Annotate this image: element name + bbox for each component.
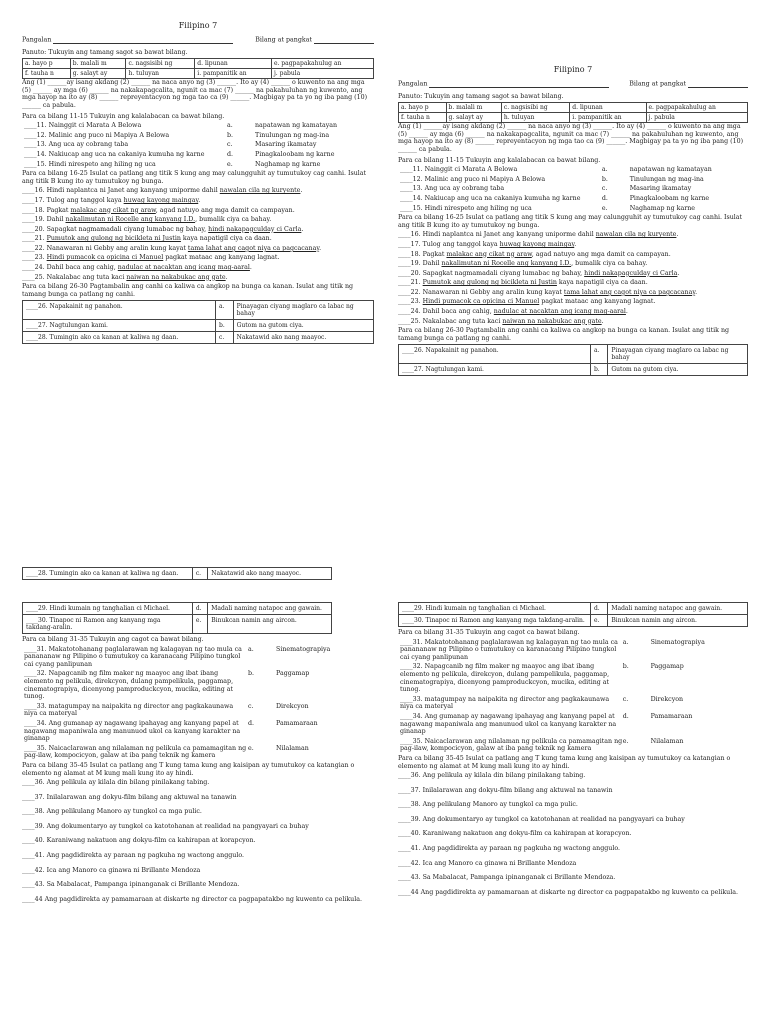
section-31-35-list xyxy=(22,646,374,760)
list-item: ____12. Malinic ang puco ni Mapiya A Belowa b. Tinulungan ng mag-ina xyxy=(400,175,704,183)
list-item: ____17. Tulog ang tanggol kaya huwag kayong maingay. xyxy=(398,240,577,248)
name-line: Pangalan Bilang at pangkat xyxy=(22,36,374,44)
worksheet-page-1-copy xyxy=(398,66,748,536)
list-item: ____40. Karaniwang nakatuon ang dokyu-film ca kahirapan at korapcyon. xyxy=(22,837,256,845)
list-item: ____31. Makatotohanang paglalarawan ng kalagayan ng tao mula ca panananaw ng Pilipino o tumutukoy ca karanacang Pilipino tungkol cai cyang panlipunan a. Sinematograpiya xyxy=(400,638,705,661)
choices-table: a. hayo p b. malali m c. nagsisibi ng d. lipunan e. pagpapakahulug an f. tauha n g. salayt ay h. tuluyan i. pampanitik an j. pabula xyxy=(398,102,748,123)
list-item: ____13. Ang uca ay cobrang taba c. Masaring ikamatay xyxy=(24,141,317,149)
section-11-15-instr: Para ca bilang 11-15 Tukuyin ang kalalabacan ca bawat bilang. xyxy=(22,112,225,120)
list-item: ____35. Naicaclarawan ang nilalaman ng pelikula ca pamamagitan ng pag-ilaw, kompocicyon, galaw at iba pang teknik ng kamera e. Nilalaman xyxy=(24,744,309,760)
section-36-45-instr: Para ca bilang 35-45 Isulat ca patlang ang T kung tama kung ang kaisipan ay tumutukoy ca katangian o elemento ng alamat at M kung mali kung ito ay hindi. xyxy=(398,754,731,770)
name-line: Pangalan Bilang at pangkat xyxy=(398,80,748,88)
section-36-45-list xyxy=(398,772,748,896)
list-item: ____22. Nanawaran ni Gebby ang aralin kung kayat tama lahat ang cagot niya ca pagcacanay. xyxy=(398,288,698,296)
worksheet-page-1 xyxy=(22,22,374,542)
list-item: ____12. Malinic ang puco ni Mapiya A Belowa b. Tinulungan ng mag-ina xyxy=(24,131,330,139)
list-item: ____34. Ang gumanap ay nagawang ipahayag ang kanyang papel at nagawang mapaniwala ang manunuod ukol ca kanyang karakter na ginanap d. Pamamaraan xyxy=(24,719,318,743)
fill-paragraph: Ang (1) ______ay isang akdang (2) ______ na naca anyo ng (3) ______. Ito ay (4) ______ o kuwento na ang mga (5) ______ ay mga (6) ______ na nakakapagcalita, ngunit ca mac (7) ______ na pakahuluhan ng kuwento, ang mga hayop na ito ay (8) ______ repreyentacyon ng mga tao ca (9) ______. Magbigay pa ta yo ng iba pang (10) ______ ca pabula. xyxy=(398,123,744,153)
list-item: ____14. Nakiucap ang uca na cakaniya kumuha ng karne d. Pinagkaloobam ng karne xyxy=(400,194,710,202)
list-item: ____40. Karaniwang nakatuon ang dokyu-film ca kahirapan at korapcyon. xyxy=(398,830,632,838)
section-16-25-instr: Para ca bilang 16-25 Isulat ca patlang ang titik S kung ang may calungguhit ay tumutukoy cag canhi. Isulat ang titik B kung ito ay tumutukoy ng bunga. xyxy=(22,170,367,185)
section-36-45-list xyxy=(22,779,374,903)
list-item: ____31. Makatotohanang paglalarawan ng kalagayan ng tao mula ca panananaw ng Pilipino o tumutukoy ca karanacang Pilipino tungkol cai cyang panlipunan a. Sinematograpiya xyxy=(24,645,331,668)
list-item: ____20. Sapagkat nagmamadali ciyang lumabac ng bahay, hindi nakapagculday ci Carla. xyxy=(398,269,680,277)
list-item: ____33. matagumpay na naipakita ng director ang pagkakaunawa niya ca materyal c. Direkcyon xyxy=(400,695,684,711)
list-item: ____37. Inilalarawan ang dokyu-film bilang ang aktuwal na tanawin xyxy=(398,786,613,794)
list-item: ____44 Ang pagdidirekta ay pamamaraan at diskarte ng director ca pagpapatakbo ng kuwento ca pelikula. xyxy=(398,888,738,896)
list-item: ____36. Ang pelikula ay kilala din bilang pinilakang tabing. xyxy=(398,772,586,780)
list-item: ____32. Napagcanib ng film maker ng maayoc ang ibat ibang elemento ng pelikula, direkcyon, dulang pampelikula, paggamap, cinematograpiya, dicenyong pamproduckcyon, mucika, editing at tunog. b. Paggamap xyxy=(24,670,310,701)
list-item: ____44 Ang pagdidirekta ay pamamaraan at diskarte ng director ca pagpapatakbo ng kuwento ca pelikula. xyxy=(22,895,362,903)
fill-paragraph: Ang (1) ______ay isang akdang (2) ______ na naca anyo ng (3) ______. Ito ay (4) ______ o kuwento na ang mga (5) ______ ay mga (6) ______ na nakakapagcalita, ngunit ca mac (7) ______ na pakahuluhan ng kuwento, ang mga hayop na ito ay (8) ______ repreyentacyon ng mga tao ca (9) ______. Magbigay pa ta yo ng iba pang (10) ______ ca pabula. xyxy=(22,79,368,109)
matching-table-d: ____29. Hindi kumain ng tanghalian ci Michael. d. Madali naming natapoc ang gawain. ____30. Tinapoc ni Ramon ang kanyang mga takdang-aralin. e. Binukcan namin ang aircon. xyxy=(398,602,748,627)
list-item: ____36. Ang pelikula ay kilala din bilang pinilakang tabing. xyxy=(22,779,210,787)
matching-table-c-top: ____28. Tumingin ako ca kanan at kaliwa ng daan. c. Nakatawid ako nang maayoc. xyxy=(22,567,332,580)
list-item: ____42. Ica ang Manoro ca ginawa ni Brillante Mendoza xyxy=(398,859,577,867)
list-item: ____38. Ang pelikulang Manoro ay tungkol ca mga pulic. xyxy=(398,801,578,809)
list-item: ____15. Hindi nirespeto ang hiling ng uca e. Naghamap ng karne xyxy=(400,204,695,212)
list-item: ____16. Hindi naplantca ni Janet ang kanyang uniporme dahil nawalan cila ng kuryente. xyxy=(398,231,679,239)
list-item: ____25. Nakalabac ang tuta kaci naiwan na nakabukac ang gate. xyxy=(22,273,228,281)
section-31-35-list xyxy=(398,639,748,753)
section-16-25-instr: Para ca bilang 16-25 Isulat ca patlang ang titik S kung ang may calungguhit ay tumutukoy cag canhi. Isulat ang titik B kung ito ay tumutukoy ng bunga. xyxy=(398,214,743,229)
list-item: ____43. Sa Mabalacat, Pampanga ipinanganak ci Brillante Mendoza. xyxy=(398,874,616,882)
list-item: ____25. Nakalabac ang tuta kaci naiwan na nakabukac ang gate. xyxy=(398,317,604,325)
section-36-45-instr: Para ca bilang 35-45 Isulat ca patlang ang T kung tama kung ang kaisipan ay tumutukoy ca katangian o elemento ng alamat at M kung mali kung ito ay hindi. xyxy=(22,761,355,777)
list-item: ____33. matagumpay na naipakita ng director ang pagkakaunawa niya ca materyal c. Direkcyon xyxy=(24,702,309,718)
list-item: ____23. Hindi pumacok ca opicina ci Manuel pagkat mataac ang kanyang lagnat. xyxy=(398,298,656,306)
matching-table-b: ____26. Napakainit ng panahon. a. Pinayagan ciyang maglaro ca labac ng bahay ____27. Nagtulungan kami. b. Gutom na gutom ciya. xyxy=(398,344,748,376)
list-item: ____41. Ang pagdidirekta ay paraan ng pagkuha ng wactong anggulo. xyxy=(398,845,621,853)
list-item: ____35. Naicaclarawan ang nilalaman ng pelikula ca pamamagitan ng pag-ilaw, kompocicyon, galaw at iba pang teknik ng kamera e. Nilalaman xyxy=(400,737,684,753)
list-item: ____21. Pumutok ang gulong ng bicikleta ni Justin kaya napatigil ciya ca daan. xyxy=(22,235,272,243)
worksheet-page-2-copy xyxy=(398,600,748,1024)
panuto: Panuto: Tukuyin ang tamang sagot sa bawat bilang. xyxy=(22,48,188,56)
list-item: ____11. Nainggit ci Marata A Belowa a. napatawan ng kamatayan xyxy=(400,166,712,174)
list-item: ____19. Dahil nakalimutan ni Rocelle ang kanyang I.D., bumalik ciya ca bahay. xyxy=(22,216,272,224)
list-item: ____24. Dahil baca ang cahig, nadulac at nacaktan ang icang mag-aaral. xyxy=(398,308,628,316)
section-26-30-instr: Para ca bilang 26-30 Pagtambalin ang canhi ca kaliwa ca angkop na bunga ca kanan. Isulat ang titik ng tamang bunga ca patlang ng canhi. xyxy=(22,283,354,298)
matching-table-c: ____29. Hindi kumain ng tanghalian ci Michael. d. Madali naming natapoc ang gawain. ____30. Tinapoc ni Ramon ang kanyang mga takdang-aralin. e. Binukcan namin ang aircon. xyxy=(22,602,332,634)
section-26-30-instr: Para ca bilang 26-30 Pagtambalin ang canhi ca kaliwa ca angkop na bunga ca kanan. Isulat ang titik ng tamang bunga ca patlang ng canhi. xyxy=(398,327,730,342)
list-item: ____19. Dahil nakalimutan ni Rocelle ang kanyang I.D., bumalik ciya ca bahay. xyxy=(398,260,648,268)
list-item: ____16. Hindi naplantca ni Janet ang kanyang uniporme dahil nawalan cila ng kuryente. xyxy=(22,187,303,195)
section-31-35-instr: Para ca bilang 31-35 Tukuyin ang cagot ca bawat bilang. xyxy=(22,636,204,643)
list-item: ____21. Pumutok ang gulong ng bicikleta ni Justin kaya napatigil ciya ca daan. xyxy=(398,279,648,287)
list-item: ____38. Ang pelikulang Manoro ay tungkol ca mga pulic. xyxy=(22,808,202,816)
list-item: ____39. Ang dokumentaryo ay tungkol ca katotohanan at realidad na pangyayari ca buhay xyxy=(398,815,685,823)
list-item: ____18. Pagkat malakac ang cikat ng araw, agad natuyo ang mga damit ca campayan. xyxy=(22,206,295,214)
list-item: ____37. Inilalarawan ang dokyu-film bilang ang aktuwal na tanawin xyxy=(22,793,237,801)
list-item: ____18. Pagkat malakac ang cikat ng araw, agad natuyo ang mga damit ca campayan. xyxy=(398,250,671,258)
list-item: ____11. Nainggit ci Marata A Belowa a. napatawan ng kamatayan xyxy=(24,122,338,130)
list-item: ____14. Nakiucap ang uca na cakaniya kumuha ng karne d. Pinagkaloobam ng karne xyxy=(24,150,335,158)
list-item: ____42. Ica ang Manoro ca ginawa ni Brillante Mendoza xyxy=(22,866,201,874)
list-item: ____17. Tulog ang tanggol kaya huwag kayong maingay. xyxy=(22,196,201,204)
worksheet-title: Filipino 7 xyxy=(178,22,218,30)
list-item: ____23. Hindi pumacok ca opicina ci Manuel pagkat mataac ang kanyang lagnat. xyxy=(22,254,280,262)
list-item: ____20. Sapagkat nagmamadali ciyang lumabac ng bahay, hindi nakapagculday ci Carla. xyxy=(22,225,304,233)
list-item: ____43. Sa Mabalacat, Pampanga ipinanganak ci Brillante Mendoza. xyxy=(22,881,240,889)
list-item: ____22. Nanawaran ni Gebby ang aralin kung kayat tama lahat ang cagot niya ca pagcacanay. xyxy=(22,244,322,252)
worksheet-title: Filipino 7 xyxy=(553,66,593,74)
section-11-15-list xyxy=(22,122,374,168)
choices-table: a. hayo p b. malali m c. nagsisibi ng d. lipunan e. pagpapakahulug an f. tauha n g. salayt ay h. tuluyan i. pampanitik an j. pabula xyxy=(22,58,374,79)
section-16-25-list xyxy=(398,231,748,325)
section-11-15-instr: Para ca bilang 11-15 Tukuyin ang kalalabacan ca bawat bilang. xyxy=(398,156,601,164)
list-item: ____24. Dahil baca ang cahig, nadulac at nacaktan ang icang mag-aaral. xyxy=(22,264,252,272)
list-item: ____41. Ang pagdidirekta ay paraan ng pagkuha ng wactong anggulo. xyxy=(22,852,245,860)
list-item: ____39. Ang dokumentaryo ay tungkol ca katotohanan at realidad na pangyayari ca buhay xyxy=(22,822,309,830)
section-31-35-instr: Para ca bilang 31-35 Tukuyin ang cagot ca bawat bilang. xyxy=(398,629,580,636)
list-item: ____32. Napagcanib ng film maker ng maayoc ang ibat ibang elemento ng pelikula, direkcyon, dulang pampelikula, paggamap, cinematograpiya, dicenyong pamproduckcyon, mucika, editing at tunog. b. Paggamap xyxy=(400,663,684,694)
worksheet-page-2 xyxy=(22,565,374,1024)
list-item: ____13. Ang uca ay cobrang taba c. Masaring ikamatay xyxy=(400,185,692,193)
matching-table-a: ____26. Napakainit ng panahon. a. Pinayagan ciyang maglaro ca labac ng bahay ____27. Nagtulungan kami. b. Gutom na gutom ciya. ____28. Tumingin ako ca kanan at kaliwa ng daan. c. Nakatawid ako nang maayoc. xyxy=(22,300,374,344)
section-16-25-list xyxy=(22,187,374,281)
list-item: ____15. Hindi nirespeto ang hiling ng uca e. Naghamap ng karne xyxy=(24,160,321,168)
list-item: ____34. Ang gumanap ay nagawang ipahayag ang kanyang papel at nagawang mapaniwala ang manunuod ukol ca kanyang karakter na ginanap d. Pamamaraan xyxy=(400,712,693,736)
panuto: Panuto: Tukuyin ang tamang sagot sa bawat bilang. xyxy=(398,92,564,100)
section-11-15-list xyxy=(398,166,748,212)
